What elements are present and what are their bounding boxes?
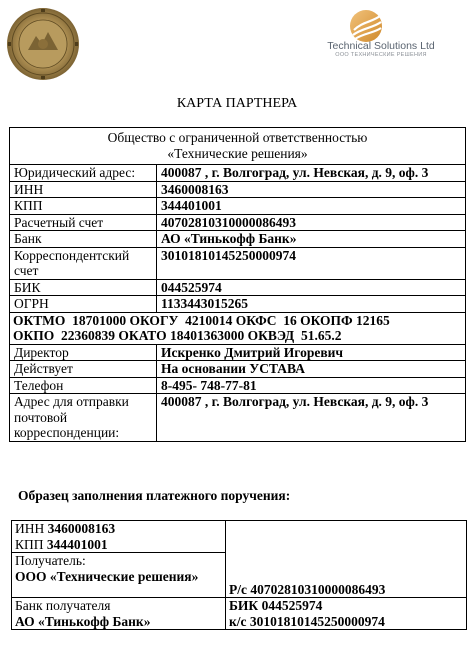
management-row bbox=[10, 361, 466, 378]
detail-label: ИНН bbox=[10, 181, 157, 198]
recipient-value: ООО «Технические решения» bbox=[15, 568, 199, 584]
management-row bbox=[10, 344, 466, 361]
document-title: КАРТА ПАРТНЕРА bbox=[176, 96, 298, 111]
kpp-value: 344401001 bbox=[46, 536, 108, 552]
details-row bbox=[10, 165, 466, 182]
inn-kpp-cell bbox=[12, 521, 226, 553]
brand-tagline: ООО ТЕХНИЧЕСКИЕ РЕШЕНИЯ bbox=[335, 52, 427, 58]
management-label: Адрес для отправки почтовой корреспонденции: bbox=[10, 394, 157, 442]
bank-label: Банк получателя bbox=[15, 598, 111, 613]
account-cell bbox=[226, 521, 467, 598]
management-label: Телефон bbox=[10, 377, 157, 394]
recipient-cell bbox=[12, 553, 226, 598]
payment-sample-table bbox=[11, 520, 467, 630]
payment-row-bank bbox=[12, 598, 467, 630]
details-row bbox=[10, 296, 466, 313]
management-value: 400087 , г. Волгоград, ул. Невская, д. 9, оф. 3 bbox=[157, 394, 466, 442]
recipient-label: Получатель: bbox=[15, 553, 86, 568]
inn-line bbox=[15, 521, 222, 537]
management-row bbox=[10, 377, 466, 394]
details-row bbox=[10, 181, 466, 198]
bank-value: АО «Тинькофф Банк» bbox=[15, 613, 151, 629]
codes-line1: ОКТМО 18701000 ОКОГУ 4210014 ОКФС 16 ОКОПФ 12165 bbox=[13, 312, 390, 328]
detail-value: 40702810310000086493 bbox=[157, 214, 466, 231]
corr-account-value: к/с 30101810145250000974 bbox=[229, 613, 385, 629]
codes-row bbox=[10, 312, 466, 344]
company-name-cell bbox=[10, 128, 466, 165]
details-row bbox=[10, 214, 466, 231]
detail-label: Корреспондентский счет bbox=[10, 247, 157, 279]
details-row bbox=[10, 198, 466, 215]
detail-label: Банк bbox=[10, 231, 157, 248]
management-row bbox=[10, 394, 466, 442]
detail-value: 1133443015265 bbox=[157, 296, 466, 313]
details-row bbox=[10, 231, 466, 248]
company-name-row bbox=[10, 128, 466, 165]
bank-cell bbox=[12, 598, 226, 630]
detail-label: Юридический адрес: bbox=[10, 165, 157, 182]
kpp-line bbox=[15, 537, 222, 553]
detail-value: 400087 , г. Волгоград, ул. Невская, д. 9, оф. 3 bbox=[157, 165, 466, 182]
technical-solutions-logo bbox=[296, 8, 466, 68]
management-value: 8-495- 748-77-81 bbox=[157, 377, 466, 394]
detail-label: КПП bbox=[10, 198, 157, 215]
management-value: На основании УСТАВА bbox=[157, 361, 466, 378]
inn-value: 3460008163 bbox=[47, 521, 116, 536]
company-name-line1: Общество с ограниченной ответственностью bbox=[107, 130, 368, 145]
inn-label: ИНН bbox=[15, 521, 45, 536]
details-row bbox=[10, 279, 466, 296]
bik-corr-cell bbox=[226, 598, 467, 630]
account-value: Р/с 40702810310000086493 bbox=[229, 581, 386, 597]
detail-value: 3460008163 bbox=[157, 181, 466, 198]
management-value: Искренко Дмитрий Игоревич bbox=[157, 344, 466, 361]
detail-value: 044525974 bbox=[157, 279, 466, 296]
brand-name: Technical Solutions Ltd bbox=[327, 40, 435, 52]
detail-value: 344401001 bbox=[157, 198, 466, 215]
payment-row-ids bbox=[12, 521, 467, 553]
management-label: Директор bbox=[10, 344, 157, 361]
kpp-label: КПП bbox=[15, 536, 44, 552]
detail-value: 30101810145250000974 bbox=[157, 247, 466, 279]
payment-heading: Образец заполнения платежного поручения: bbox=[18, 488, 291, 503]
codes-cell bbox=[10, 312, 466, 344]
bik-value: БИК 044525974 bbox=[229, 598, 323, 613]
detail-label: ОГРН bbox=[10, 296, 157, 313]
details-row bbox=[10, 247, 466, 279]
detail-value: АО «Тинькофф Банк» bbox=[157, 231, 466, 248]
company-seal-logo bbox=[6, 6, 80, 82]
codes-line2: ОКПО 22360839 ОКАТО 18401363000 ОКВЭД 51.65.2 bbox=[13, 328, 342, 343]
partner-card-table bbox=[9, 127, 466, 442]
company-name-line2: «Технические решения» bbox=[167, 145, 308, 161]
detail-label: Расчетный счет bbox=[10, 214, 157, 231]
management-label: Действует bbox=[10, 361, 157, 378]
detail-label: БИК bbox=[10, 279, 157, 296]
